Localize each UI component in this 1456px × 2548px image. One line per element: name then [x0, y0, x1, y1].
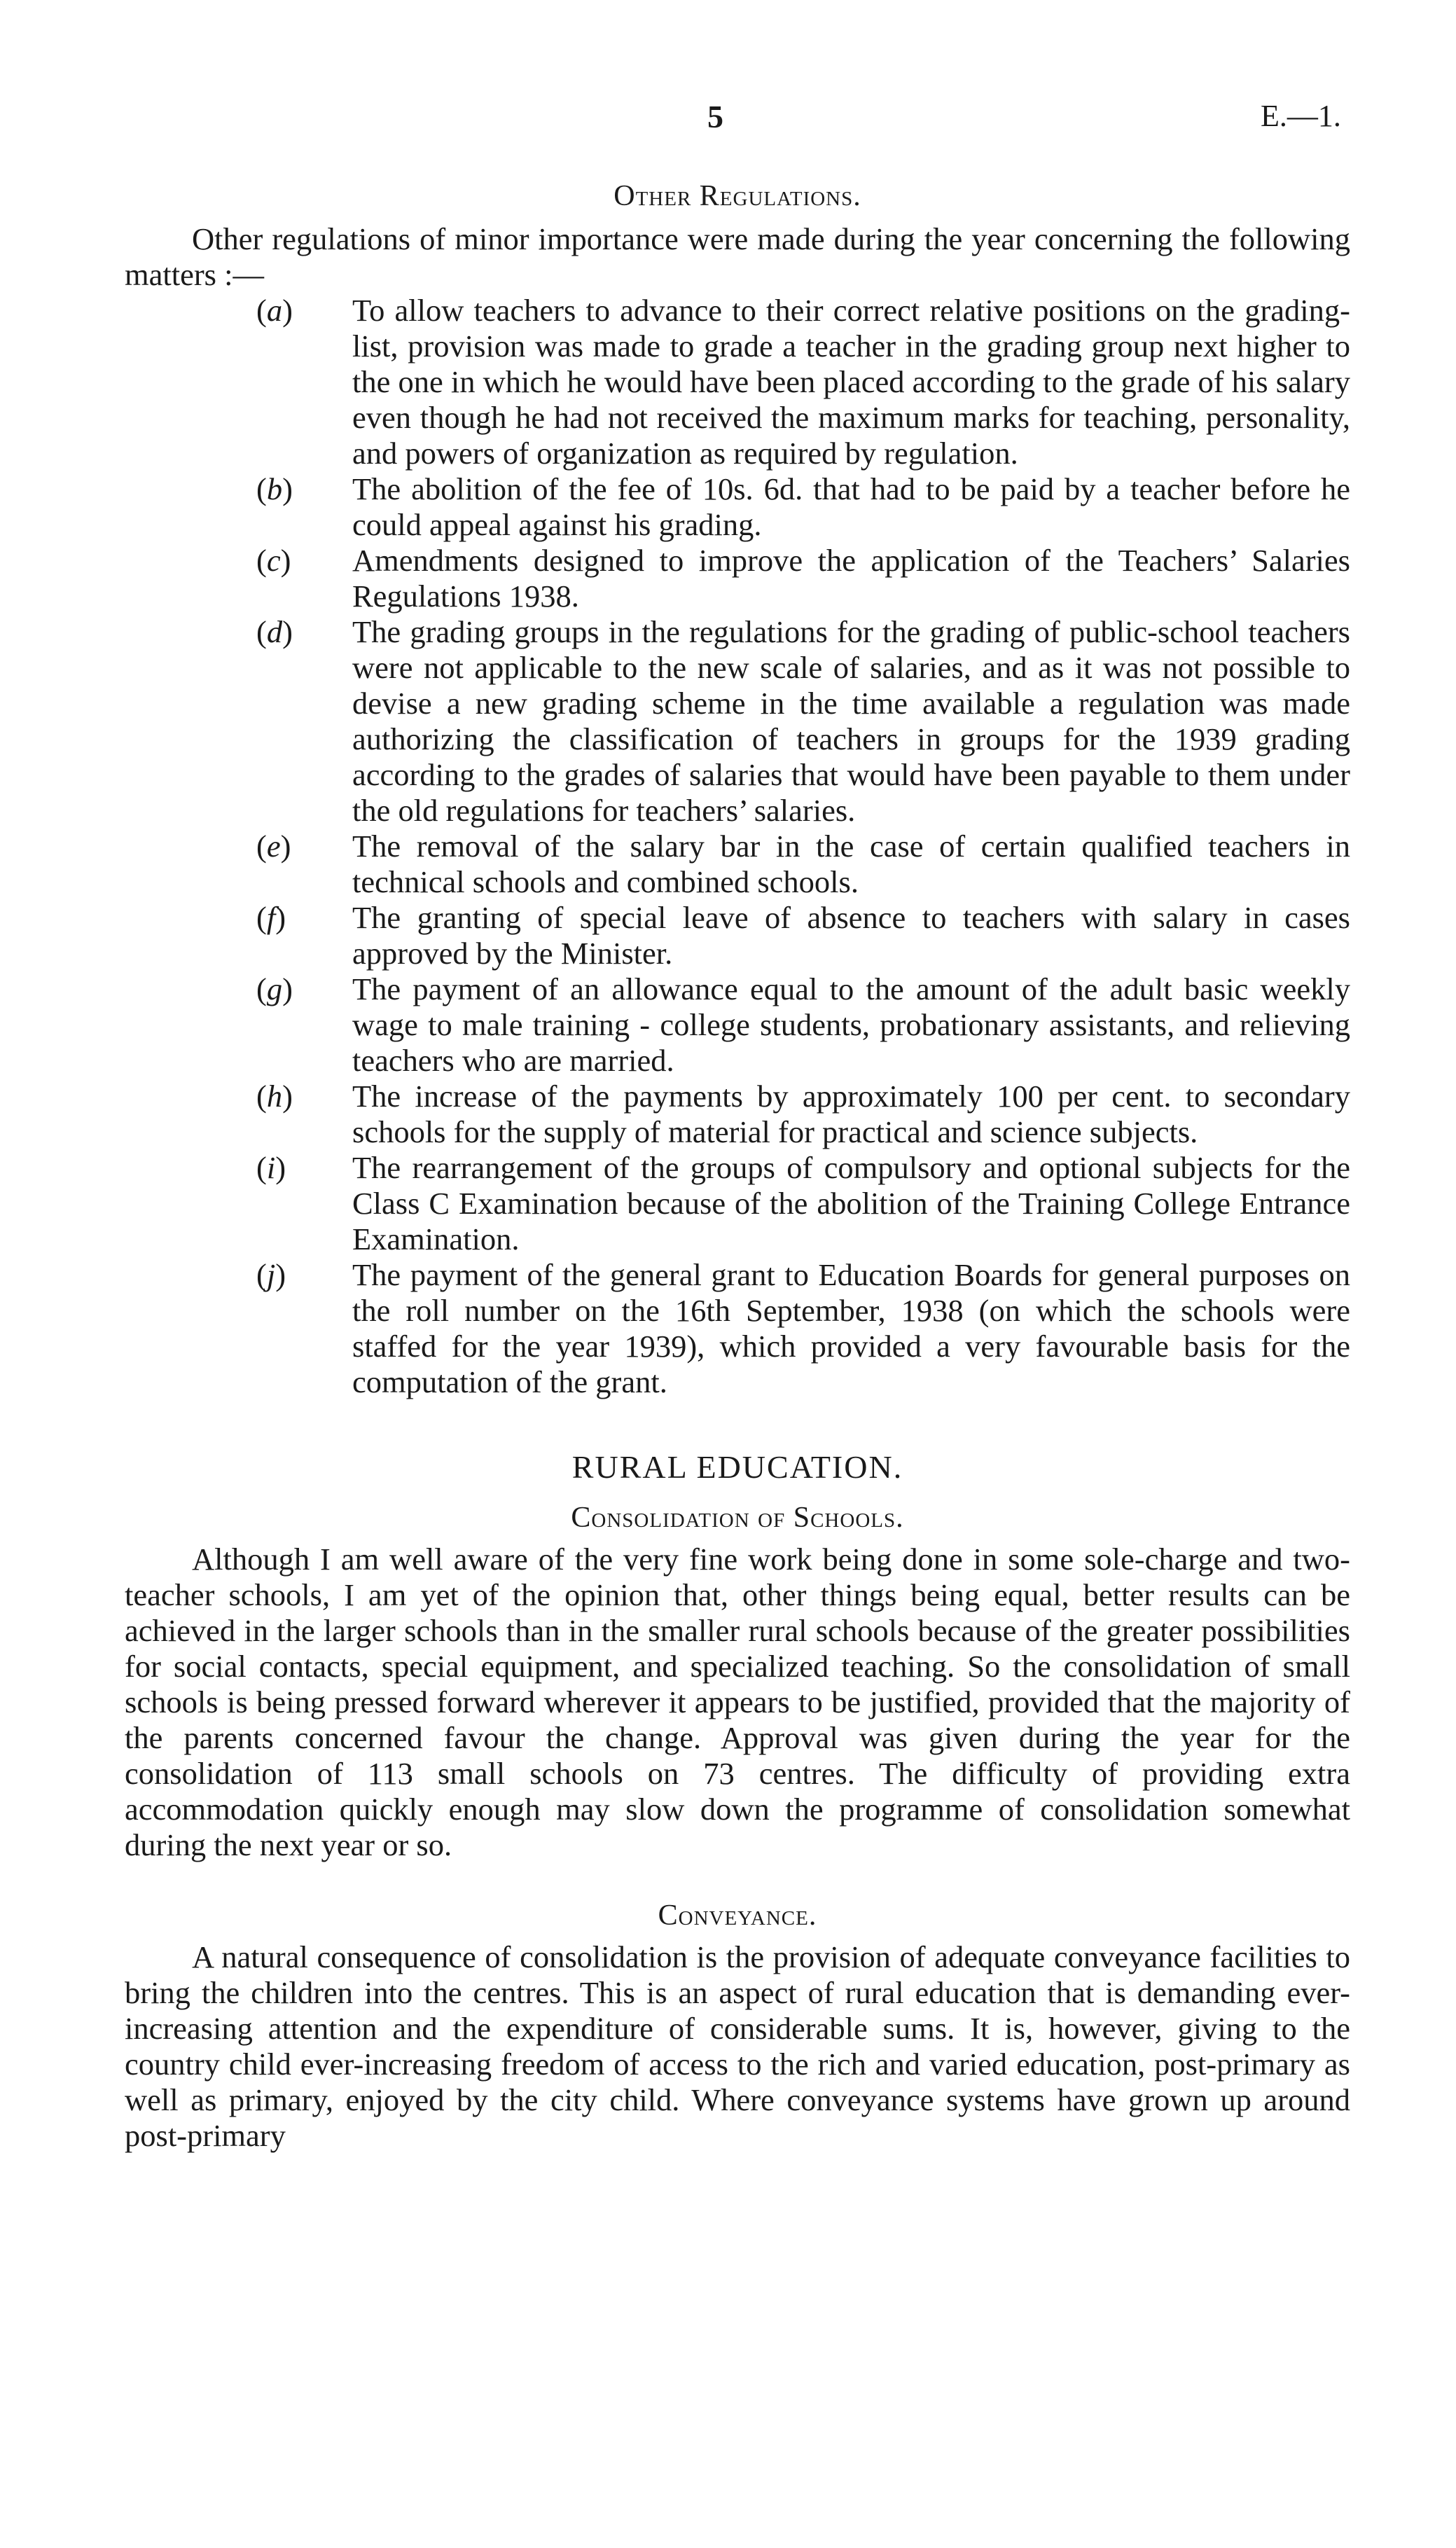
regulation-item [125, 614, 1350, 829]
regulation-marker: (f) [256, 900, 286, 935]
regulation-text: To allow teachers to advance to their correct relative positions on the grading-list, provision was made to grade a teacher in the grading group next higher to the one in which he would have been placed according to the grade of his salary even though he had not received the maximum marks for teaching, personality, and powers of organization as required by regulation. [352, 293, 1350, 471]
regulation-item [125, 829, 1350, 900]
regulation-item [125, 1150, 1350, 1257]
regulation-text: Amendments designed to improve the application of the Teachers’ Salaries Regulations 1938. [352, 543, 1350, 614]
other-regulations-intro: Other regulations of minor importance were made during the year concerning the following matters :— [125, 221, 1350, 292]
regulation-marker: (j) [256, 1257, 286, 1292]
regulation-item [125, 293, 1350, 471]
regulations-list [125, 293, 1350, 1400]
regulation-item [125, 1257, 1350, 1400]
conveyance-heading: Conveyance. [658, 1899, 817, 1932]
other-regulations-heading: Other Regulations. [613, 180, 861, 212]
page-content [125, 179, 1350, 2154]
regulation-item [125, 543, 1350, 614]
page-header [0, 98, 1456, 147]
regulation-text: The abolition of the fee of 10s. 6d. that had to be paid by a teacher before he could appeal against his grading. [352, 471, 1350, 542]
consolidation-paragraph: Although I am well aware of the very fine work being done in some sole-charge and two-teacher schools, I am yet of the opinion that, other things being equal, better results can be achieved in the larger schools than in the smaller rural schools because of the greater possibilities for social contacts, special equipment, and specialized teaching. So the consolidation of small schools is being pressed forward wherever it appears to be justified, provided that the majority of the parents concerned favour the change. Approval was given during the year for the consolidation of 113 small schools on 73 centres. The difficulty of providing extra accommodation quickly enough may slow down the programme of consolidation somewhat during the next year or so. [125, 1542, 1350, 1862]
regulation-item [125, 971, 1350, 1079]
regulation-text: The granting of special leave of absence to teachers with salary in cases approved by the Minister. [352, 900, 1350, 971]
regulation-text: The payment of the general grant to Education Boards for general purposes on the roll number on the 16th September, 1938 (on which the schools were staffed for the year 1939), which provided a very favourable basis for the computation of the grant. [352, 1257, 1350, 1399]
regulation-marker: (h) [256, 1079, 293, 1114]
regulation-marker: (d) [256, 614, 293, 649]
regulation-marker: (c) [256, 543, 291, 578]
regulation-text: The payment of an allowance equal to the amount of the adult basic weekly wage to male training - college students, probationary assistants, and relieving teachers who are married. [352, 971, 1350, 1078]
page-number: 5 [707, 99, 723, 134]
regulation-text: The grading groups in the regulations for the grading of public-school teachers were not applicable to the new scale of salaries, and as it was not possible to devise a new grading scheme in the time available a regulation was made authorizing the classification of teachers in groups for the 1939 grading according to the grades of salaries that would have been payable to them under the old regulations for teachers’ salaries. [352, 614, 1350, 828]
regulation-item [125, 1079, 1350, 1150]
conveyance-paragraph: A natural consequence of consolidation is the provision of adequate conveyance facilities to bring the children into the centres. This is an aspect of rural education that is demanding ever-increasing attention and the expenditure of considerable sums. It is, however, giving to the country child ever-increasing freedom of access to the rich and varied education, post-primary as well as primary, enjoyed by the city child. Where conveyance systems have grown up around post-primary [125, 1939, 1350, 2153]
consolidation-heading: Consolidation of Schools. [571, 1502, 904, 1534]
regulation-marker: (b) [256, 471, 293, 506]
regulation-marker: (a) [256, 293, 293, 328]
regulation-text: The removal of the salary bar in the case of certain qualified teachers in technical schools and combined schools. [352, 829, 1350, 899]
regulation-marker: (i) [256, 1150, 286, 1185]
regulation-item [125, 900, 1350, 971]
other-regulations-section [125, 179, 1350, 1400]
document-reference: E.—1. [1261, 99, 1341, 133]
regulation-text: The increase of the payments by approximately 100 per cent. to secondary schools for the supply of material for practical and science subjects. [352, 1079, 1350, 1149]
regulation-marker: (g) [256, 971, 293, 1006]
regulation-marker: (e) [256, 829, 291, 864]
regulation-text: The rearrangement of the groups of compulsory and optional subjects for the Class C Examination because of the abolition of the Training College Entrance Examination. [352, 1150, 1350, 1256]
regulation-item [125, 471, 1350, 543]
rural-education-title: RURAL EDUCATION. [571, 1449, 903, 1485]
rural-education-section [125, 1449, 1350, 2154]
